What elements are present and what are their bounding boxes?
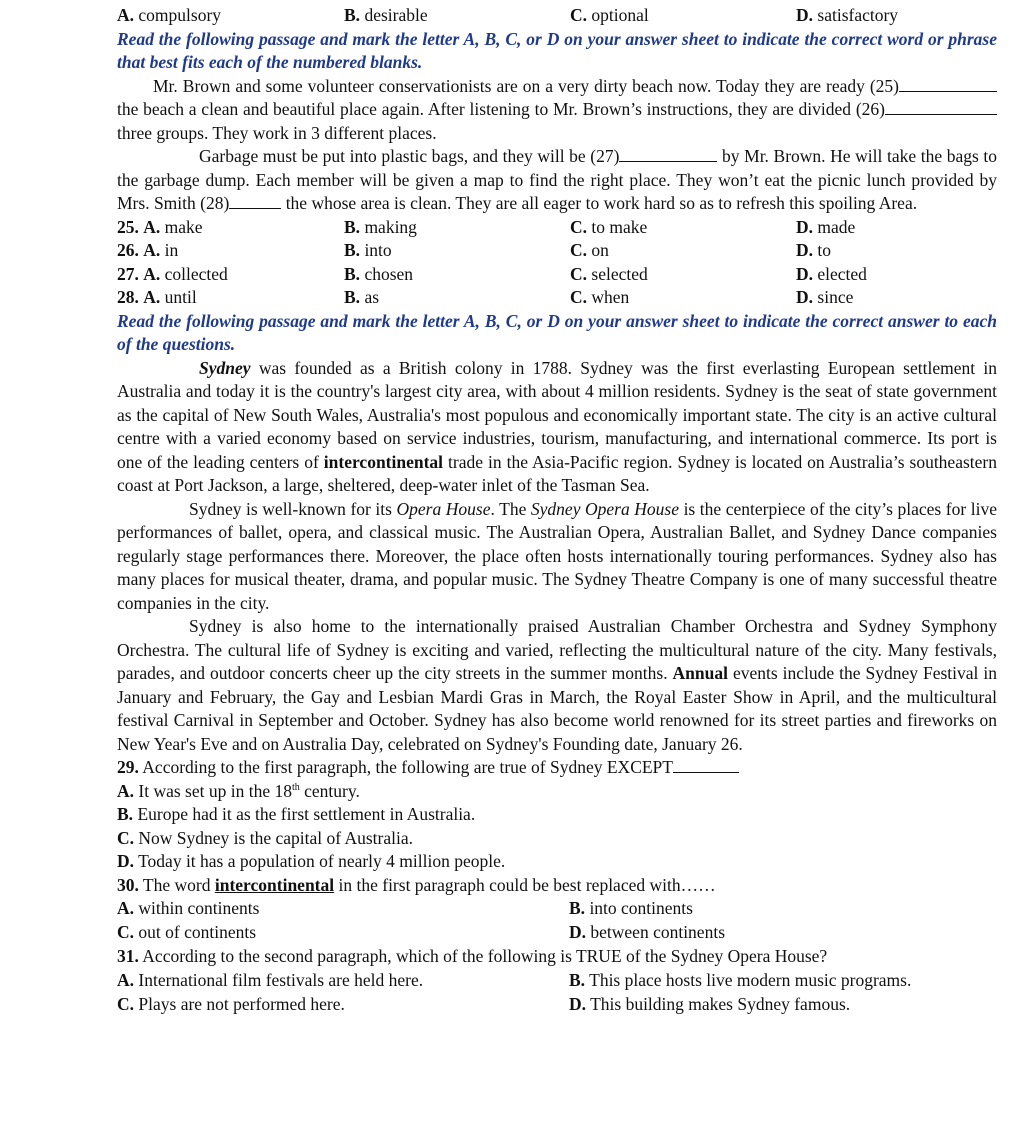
question-28: 28. A. until B. as C. when D. since	[117, 287, 854, 307]
cloze-instruction: Read the following passage and mark the letter A, B, C, or D on your answer sheet to indicate the correct word or phrase that best fits each of the numbered blanks.	[117, 28, 997, 72]
option-a: A. compulsory	[117, 5, 222, 25]
blank-26	[885, 98, 997, 115]
question-27: 27. A. collected B. chosen C. selected D. elected	[117, 263, 867, 284]
cloze-paragraph-2: Garbage must be put into plastic bags, and they will be (27) by Mr. Brown. He will take the bags to the garbage dump. Each member will be given a map to find the right place. They won’t eat the picnic lunch provided by Mrs. Smith (28) the whose area is clean. They are all eager to work hard so as to refresh this spoiling Area.	[117, 146, 997, 213]
q30-options-row-1: A. within continents B. into continents	[117, 898, 693, 918]
question-26: 26. A. in B. into C. on D. to	[117, 240, 832, 260]
blank-25	[899, 75, 997, 92]
q30-options-row-2: C. out of continents D. between continents	[117, 922, 725, 942]
question-25: 25. A. make B. making C. to make D. made	[117, 216, 856, 237]
question-29: 29. According to the first paragraph, the following are true of Sydney EXCEPT	[117, 756, 997, 780]
exam-page	[117, 4, 997, 1017]
q29-option-c: C. Now Sydney is the capital of Australia.	[117, 827, 413, 848]
cloze-paragraph-1: Mr. Brown and some volunteer conservationists are on a very dirty beach now. Today they are ready (25) the beach a clean and beautiful place again. After listening to Mr. Brown’s instructions, they are divided (26) three groups. They work in 3 different places.	[117, 75, 997, 146]
reading-paragraph-2: Sydney is well-known for its Opera House. The Sydney Opera House is the centerpiece of the city’s places for live performances of ballet, opera, and classical music. The Australian Opera, Australian Ballet, and Sydney Dance companies regularly stage performances there. Moreover, the place often hosts internationally touring performances. Sydney also has many places for musical theater, drama, and popular music. The Sydney Theatre Company is one of many successful theatre companies in the city.	[117, 498, 997, 613]
blank-29	[673, 758, 739, 773]
blank-27	[619, 145, 717, 162]
q29-option-a: A. It was set up in the 18th century.	[117, 780, 360, 801]
reading-paragraph-1: Sydney was founded as a British colony in 1788. Sydney was the first everlasting European settlement in Australia and today it is the country's largest city area, with about 4 million residents. Sydney is the seat of state government as the capital of New South Wales, Australia's most populous and economically important state. The city is an active cultural centre with a varied economy based on service industries, tourism, manufacturing, and international commerce. Its port is one of the leading centers of intercontinental trade in the Asia-Pacific region. Sydney is located on Australia’s southeastern coast at Port Jackson, a large, sheltered, deep-water inlet of the Tasman Sea.	[117, 357, 997, 495]
reading-paragraph-3: Sydney is also home to the internationally praised Australian Chamber Orchestra and Sydney Symphony Orchestra. The cultural life of Sydney is exciting and varied, reflecting the multicultural nature of the city. Many festivals, parades, and outdoor concerts cheer up the city streets in the summer months. Annual events include the Sydney Festival in January and February, the Gay and Lesbian Mardi Gras in March, the Royal Easter Show in April, and the multicultural festival Carnival in September and October. Sydney has also become world renowned for its street parties and fireworks on New Year's Eve and on Australia Day, celebrated on Sydney's Founding date, January 26.	[117, 616, 997, 754]
question-30: 30. The word intercontinental in the first paragraph could be best replaced with……	[117, 874, 716, 895]
q31-options-row-2: C. Plays are not performed here. D. This building makes Sydney famous.	[117, 993, 851, 1014]
prev-question-options	[117, 4, 997, 28]
reading-instruction: Read the following passage and mark the letter A, B, C, or D on your answer sheet to indicate the correct answer to each of the questions.	[117, 310, 997, 354]
blank-28	[229, 192, 281, 209]
option-b: B. desirable	[344, 5, 428, 25]
q31-options-row-1: A. International film festivals are held here. B. This place hosts live modern music programs.	[117, 969, 912, 990]
question-31: 31. According to the second paragraph, which of the following is TRUE of the Sydney Opera House?	[117, 946, 828, 966]
option-c: C. optional	[570, 5, 649, 25]
q29-option-b: B. Europe had it as the first settlement in Australia.	[117, 804, 476, 824]
option-d: D. satisfactory	[796, 5, 899, 25]
q29-option-d: D. Today it has a population of nearly 4 million people.	[117, 851, 506, 871]
